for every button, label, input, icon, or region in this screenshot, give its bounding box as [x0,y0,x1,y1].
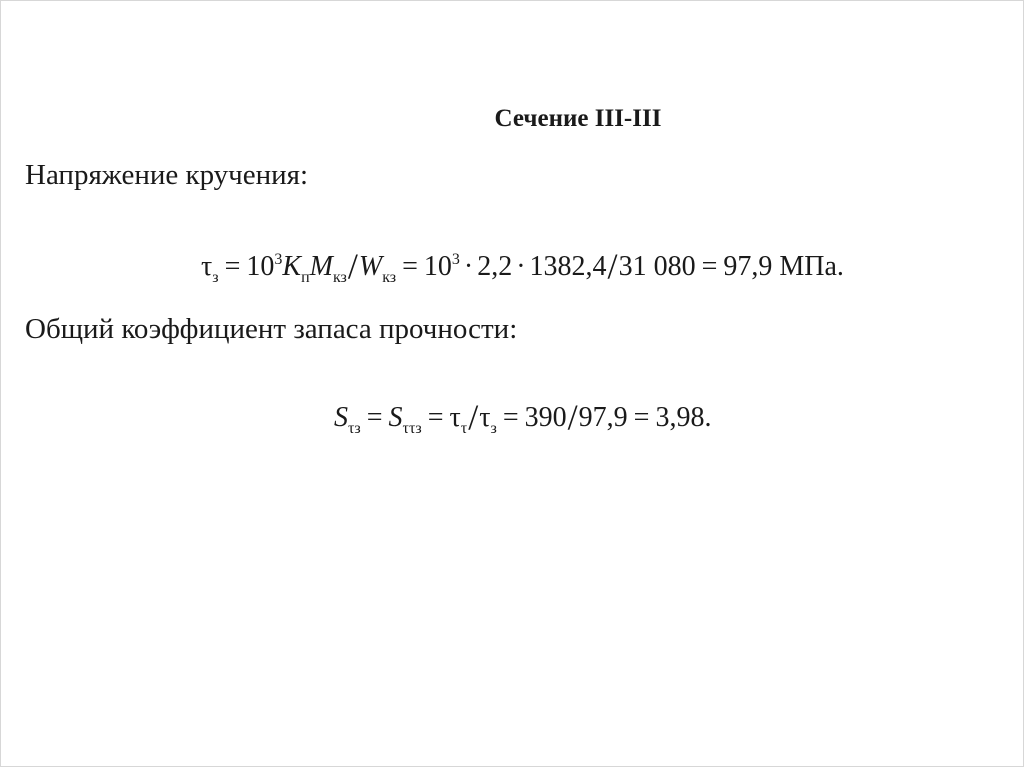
fraction-slash: / [347,246,358,286]
multiply-dot: · [463,251,474,282]
tau-subscript: τ [460,420,468,437]
safety-factor-formula [334,396,712,437]
safety-factor-label: Общий коэффициент запаса прочности: [25,313,518,345]
tau-symbol: τ [449,402,461,433]
tau-symbol: τ [479,402,491,433]
torsion-stress-formula [201,245,844,286]
result-value: 97,9 МПа. [723,251,844,282]
fraction-slash: / [567,397,578,437]
tau-subscript: з [212,269,219,286]
power-base: 10 [246,251,275,282]
tau-subscript: з [490,420,497,437]
w-subscript: кз [382,269,397,286]
section-title: Сечение III-III [494,105,662,132]
equals-sign: = [224,251,241,282]
equals-sign: = [366,402,383,433]
power-base: 10 [423,251,452,282]
value: 2,2 [477,251,513,282]
w-symbol: W [358,251,383,282]
k-subscript: п [301,269,310,286]
equals-sign: = [427,402,444,433]
value: 31 080 [618,251,696,282]
tau-symbol: τ [201,251,213,282]
s-subscript: ττз [402,420,422,437]
k-symbol: K [282,251,302,282]
equals-sign: = [633,402,650,433]
torsion-stress-label: Напряжение кручения: [25,159,309,191]
fraction-slash: / [607,246,618,286]
value: 1382,4 [529,251,607,282]
equals-sign: = [502,402,519,433]
s-symbol: S [388,402,403,433]
value: 97,9 [578,402,628,433]
multiply-dot: · [516,251,526,282]
fraction-slash: / [468,397,479,437]
power-exponent: 3 [451,251,460,268]
s-symbol: S [334,402,348,433]
s-subscript: τз [348,420,361,437]
result-value: 3,98. [655,402,712,433]
equals-sign: = [701,251,718,282]
m-subscript: кз [332,269,347,286]
equals-sign: = [402,251,418,282]
value: 390 [524,402,567,433]
m-symbol: M [309,251,333,282]
power-exponent: 3 [274,251,283,268]
